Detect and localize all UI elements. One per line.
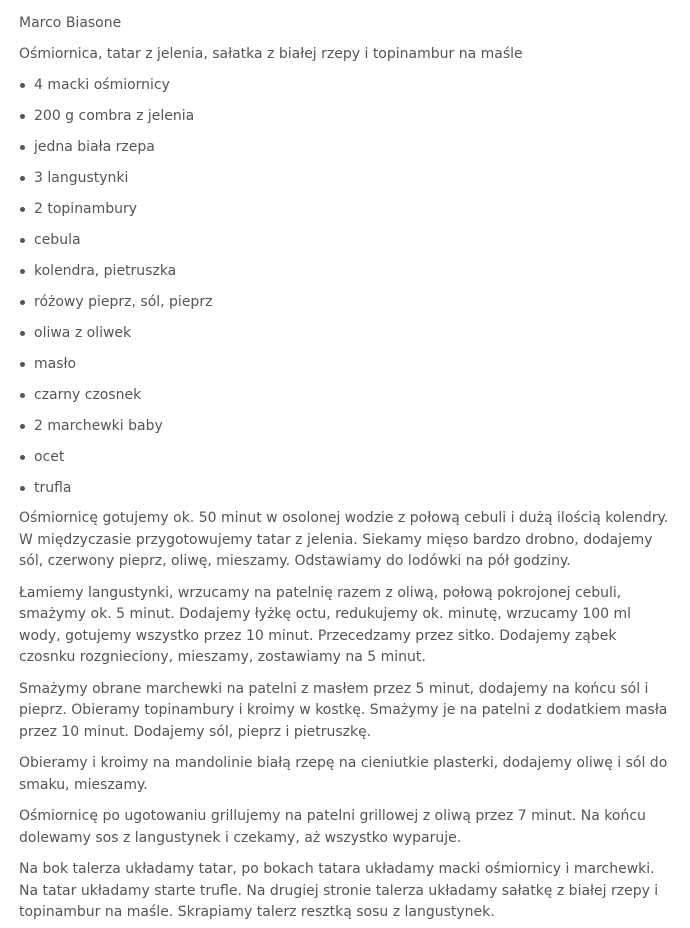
ingredient-text: kolendra, pietruszka xyxy=(34,263,177,279)
ingredient-text: trufla xyxy=(34,480,72,496)
ingredient-item xyxy=(19,478,674,509)
ingredient-text: różowy pieprz, sól, pieprz xyxy=(34,294,213,310)
ingredient-item xyxy=(19,230,674,261)
bullet-icon xyxy=(20,486,25,491)
recipe-title: Ośmiornica, tatar z jelenia, sałatka z białej rzepy i topinambur na maśle xyxy=(19,46,523,62)
ingredient-item xyxy=(19,261,674,292)
bullet-icon xyxy=(20,207,25,212)
bullet-icon xyxy=(20,455,25,460)
ingredient-item xyxy=(19,416,674,447)
ingredient-item xyxy=(19,75,674,106)
ingredient-item xyxy=(19,323,674,354)
ingredient-text: 2 marchewki baby xyxy=(34,418,163,434)
ingredient-text: cebula xyxy=(34,232,81,248)
ingredient-text: 2 topinambury xyxy=(34,201,138,217)
ingredient-item xyxy=(19,292,674,323)
bullet-icon xyxy=(20,83,25,88)
ingredient-item xyxy=(19,385,674,416)
ingredient-text: ocet xyxy=(34,449,65,465)
step-paragraph: Na bok talerza układamy tatar, po bokach tatara układamy macki ośmiornicy i marchewki. Na tatar układamy starte trufle. Na drugiej stronie talerza układamy sałatkę z białej rzepy i topinambur na maśle. Skrapiamy talerz resztką sosu z langustynek. xyxy=(19,861,659,920)
step-paragraph: Ośmiornicę po ugotowaniu grillujemy na patelni grillowej z oliwą przez 7 minut. Na końcu dolewamy sos z langustynek i czekamy, aż wszystko wyparuje. xyxy=(19,808,646,846)
ingredient-text: czarny czosnek xyxy=(34,387,142,403)
bullet-icon xyxy=(20,393,25,398)
ingredients-list xyxy=(19,75,674,509)
ingredient-item xyxy=(19,354,674,385)
ingredient-text: jedna biała rzepa xyxy=(34,139,155,155)
ingredient-item xyxy=(19,137,674,168)
step-paragraph: Obieramy i kroimy na mandolinie białą rzepę na cieniutkie plasterki, dodajemy oliwę i sól do smaku, mieszamy. xyxy=(19,755,668,793)
ingredient-text: 3 langustynki xyxy=(34,170,129,186)
ingredient-item xyxy=(19,447,674,478)
bullet-icon xyxy=(20,331,25,336)
bullet-icon xyxy=(20,114,25,119)
ingredient-item xyxy=(19,106,674,137)
bullet-icon xyxy=(20,424,25,429)
ingredient-text: masło xyxy=(34,356,77,372)
step-paragraph: Łamiemy langustynki, wrzucamy na patelnię razem z oliwą, połową pokrojonej cebuli, smażymy ok. 5 minut. Dodajemy łyżkę octu, redukujemy ok. minutę, wrzucamy 100 ml wody, gotujemy wszystko przez 10 minut. Przecedzamy przez sitko. Dodajemy ząbek czosnku rozgnieciony, mieszamy, zostawiamy na 5 minut. xyxy=(19,584,631,665)
preparation-steps xyxy=(19,508,674,924)
step-paragraph: Smażymy obrane marchewki na patelni z masłem przez 5 minut, dodajemy na końcu sól i pieprz. Obieramy topinambury i kroimy w kostkę. Smażymy je na patelni z dodatkiem masła przez 10 minut. Dodajemy sól, pieprz i pietruszkę. xyxy=(19,680,668,740)
bullet-icon xyxy=(20,300,25,305)
bullet-icon xyxy=(20,145,25,150)
ingredient-item xyxy=(19,199,674,230)
bullet-icon xyxy=(20,362,25,367)
bullet-icon xyxy=(20,176,25,181)
ingredient-text: 200 g combra z jelenia xyxy=(34,108,195,124)
ingredient-item xyxy=(19,168,674,199)
ingredient-text: oliwa z oliwek xyxy=(34,325,132,341)
author-name: Marco Biasone xyxy=(19,15,122,31)
bullet-icon xyxy=(20,269,25,274)
ingredient-text: 4 macki ośmiornicy xyxy=(34,77,170,93)
step-paragraph: Ośmiornicę gotujemy ok. 50 minut w osolonej wodzie z połową cebuli i dużą ilością kolendry. W międzyczasie przygotowujemy tatar z jelenia. Siekamy mięso bardzo drobno, dodajemy sól, czerwony pieprz, oliwę, mieszamy. Odstawiamy do lodówki na pół godziny. xyxy=(19,510,669,569)
bullet-icon xyxy=(20,238,25,243)
